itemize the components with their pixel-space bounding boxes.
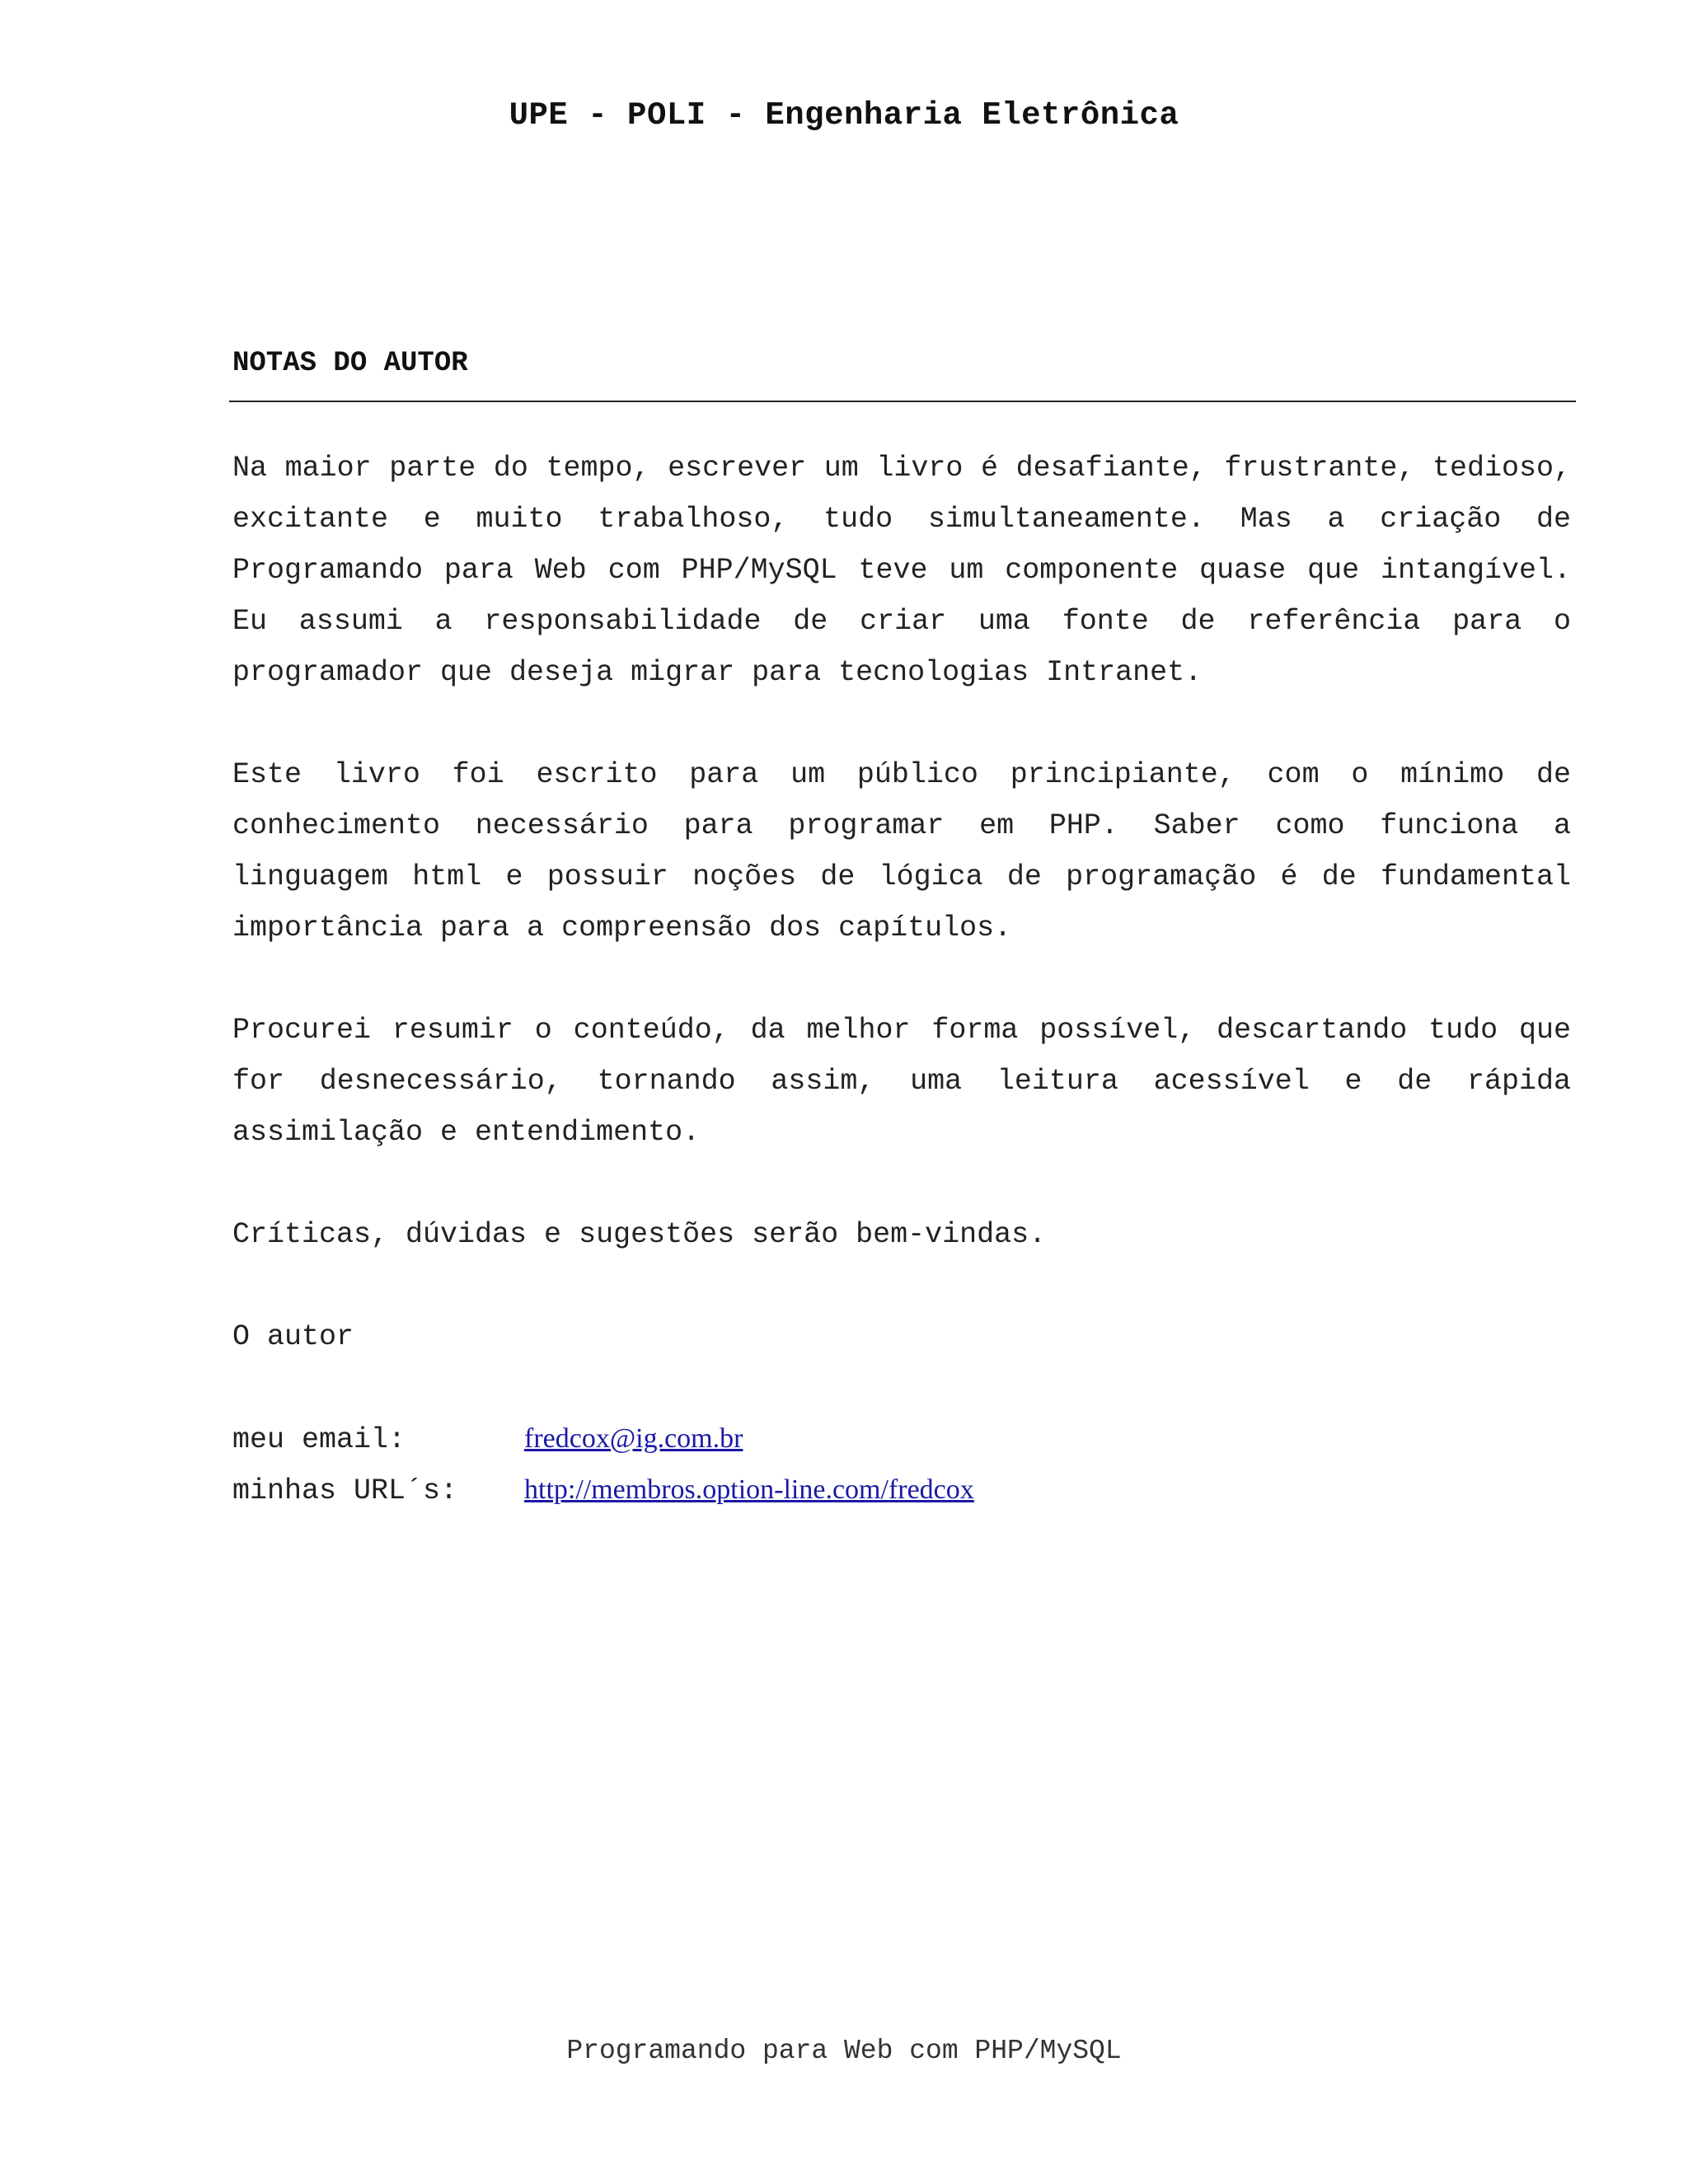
url-link[interactable]: http://membros.option-line.com/fredcox: [524, 1474, 974, 1505]
feedback-line: Críticas, dúvidas e sugestões serão bem-vindas.: [232, 1218, 1047, 1251]
section-heading: NOTAS DO AUTOR: [232, 348, 468, 379]
signature: O autor: [232, 1320, 354, 1353]
page-header: UPE - POLI - Engenharia Eletrônica: [509, 97, 1179, 134]
body-text: [232, 443, 1571, 1516]
email-row: [232, 1413, 1571, 1465]
email-link[interactable]: fredcox@ig.com.br: [524, 1423, 743, 1454]
url-label: minhas URL´s:: [232, 1474, 458, 1507]
email-label: meu email:: [232, 1423, 406, 1456]
paragraph-3: Procurei resumir o conteúdo, da melhor forma possível, descartando tudo que for desnecessário, tornando assim, uma leitura acessível e de rápida assimilação e entendimento.: [232, 1014, 1571, 1149]
page-footer: Programando para Web com PHP/MySQL: [566, 2036, 1122, 2066]
url-row: [232, 1465, 1571, 1516]
paragraph-1: Na maior parte do tempo, escrever um livro é desafiante, frustrante, tedioso, excitante e muito trabalhoso, tudo simultaneamente. Mas a criação de Programando para Web com PHP/MySQL teve um componente quase que intangível. Eu assumi a responsabilidade de criar uma fonte de referência para o programador que deseja migrar para tecnologias Intranet.: [232, 452, 1571, 689]
paragraph-2: Este livro foi escrito para um público principiante, com o mínimo de conhecimento necessário para programar em PHP. Saber como funciona a linguagem html e possuir noções de lógica de programação é de fundamental importância para a compreensão dos capítulos.: [232, 758, 1571, 944]
heading-divider: [229, 401, 1576, 402]
